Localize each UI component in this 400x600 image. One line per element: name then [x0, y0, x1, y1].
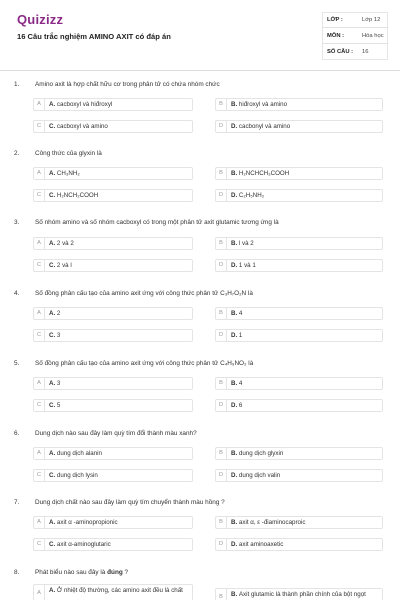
option-key: D.	[231, 192, 239, 199]
option-a[interactable]	[33, 516, 193, 529]
option-key: C.	[49, 262, 57, 269]
page-title: 16 Câu trắc nghiệm AMINO AXIT có đáp án	[17, 32, 171, 41]
option-key: B.	[231, 170, 239, 177]
option-key: B.	[231, 310, 239, 317]
option-label	[49, 240, 74, 247]
option-letter: A	[34, 238, 45, 249]
option-label	[49, 310, 60, 317]
option-key: C.	[49, 402, 57, 409]
option-text: H₂NCHCH₃COOH	[238, 170, 290, 177]
option-text: 5	[56, 402, 61, 409]
option-a[interactable]	[33, 98, 193, 111]
option-label	[231, 591, 366, 598]
option-label	[49, 192, 98, 199]
option-a[interactable]	[33, 584, 193, 600]
option-letter: C	[34, 400, 45, 411]
option-text: 6	[238, 402, 243, 409]
option-key: C.	[49, 541, 57, 548]
option-c[interactable]	[33, 329, 193, 342]
option-key: A.	[49, 310, 57, 317]
question-number: 7.	[14, 499, 20, 506]
option-letter: B	[216, 99, 227, 110]
option-key: A.	[49, 170, 57, 177]
option-c[interactable]	[33, 189, 193, 202]
option-letter: A	[34, 168, 45, 179]
option-key: A.	[49, 101, 57, 108]
option-key: A.	[49, 587, 57, 594]
option-key: B.	[231, 240, 239, 247]
meta-value: Lớp 12	[362, 17, 381, 23]
option-label	[231, 240, 254, 247]
option-a[interactable]	[33, 377, 193, 390]
option-key: B.	[231, 101, 239, 108]
question-number: 2.	[14, 150, 20, 157]
question-number: 5.	[14, 360, 20, 367]
option-letter: A	[34, 517, 45, 528]
option-key: B.	[231, 450, 239, 457]
question-text: Công thức của glyxin là	[35, 150, 102, 157]
option-key: B.	[231, 380, 239, 387]
question-text: Số nhóm amino và số nhóm cacboxyl có trong một phân tử axit glutamic tương ứng là	[35, 219, 279, 226]
question-text: Dung dịch nào sau đây làm quỳ tím đổi thành màu xanh?	[35, 430, 197, 437]
question-number: 4.	[14, 290, 20, 297]
option-text: 4	[238, 310, 243, 317]
option-label	[231, 192, 264, 199]
option-text: Ở nhiệt độ thường, các amino axit đều là chất	[56, 587, 183, 594]
option-text: 3	[56, 380, 61, 387]
meta-row-subject	[322, 28, 388, 44]
option-text: 4	[238, 380, 243, 387]
option-letter: D	[216, 190, 227, 201]
option-label	[49, 101, 112, 108]
option-label	[49, 450, 102, 457]
option-label	[49, 587, 183, 594]
option-key: A.	[49, 450, 57, 457]
option-label	[231, 262, 256, 269]
option-label	[49, 541, 111, 548]
option-d[interactable]	[215, 538, 383, 551]
option-letter: A	[34, 308, 45, 319]
question-text: Số đồng phân cấu tạo của amino axit ứng với công thức phân tử C₄H₉NO₂ là	[35, 360, 254, 367]
option-letter: D	[216, 470, 227, 481]
header	[0, 0, 400, 66]
option-text: H₂NCH₂COOH	[56, 192, 99, 199]
option-key: D.	[231, 332, 239, 339]
option-letter: D	[216, 121, 227, 132]
option-b[interactable]	[215, 516, 383, 529]
option-text: dung dịch glyxin	[238, 450, 284, 457]
option-d[interactable]	[215, 469, 383, 482]
option-d[interactable]	[215, 329, 383, 342]
meta-row-class	[322, 12, 388, 28]
option-key: C.	[49, 192, 57, 199]
option-letter: A	[34, 585, 45, 600]
option-letter: B	[216, 517, 227, 528]
option-text: l và 2	[238, 240, 254, 247]
option-b[interactable]	[215, 167, 383, 180]
option-text: 2 và 2	[56, 240, 74, 247]
option-key: D.	[231, 262, 239, 269]
option-letter: A	[34, 378, 45, 389]
option-letter: C	[34, 260, 45, 271]
option-text: cacboxyl và hiđroxyl	[56, 101, 113, 108]
option-text: 2 và l	[56, 262, 72, 269]
option-letter: D	[216, 260, 227, 271]
option-c[interactable]	[33, 120, 193, 133]
option-key: D.	[231, 472, 239, 479]
question-text-end: ?	[122, 569, 129, 576]
option-d[interactable]	[215, 120, 383, 133]
option-letter: B	[216, 308, 227, 319]
option-letter: B	[216, 589, 227, 600]
option-label	[231, 380, 242, 387]
option-letter: D	[216, 400, 227, 411]
meta-key: LỚP :	[327, 17, 343, 23]
option-d[interactable]	[215, 399, 383, 412]
option-key: D.	[231, 123, 239, 130]
option-letter: D	[216, 330, 227, 341]
meta-value: 16	[362, 49, 369, 55]
option-c[interactable]	[33, 538, 193, 551]
option-label	[231, 310, 242, 317]
option-key: C.	[49, 472, 57, 479]
option-key: D.	[231, 541, 239, 548]
question-text: Dung dịch chất nào sau đây làm quỳ tím chuyển thành màu hồng ?	[35, 499, 225, 506]
option-text: dung dịch lysin	[56, 472, 98, 479]
quizizz-logo[interactable]: Quizizz	[17, 12, 64, 27]
option-a[interactable]	[33, 237, 193, 250]
question-text-emphasis: đúng	[107, 569, 123, 576]
option-key: B.	[231, 591, 239, 598]
option-b[interactable]	[215, 377, 383, 390]
option-label	[49, 519, 118, 526]
header-divider	[0, 70, 400, 71]
option-b[interactable]	[215, 237, 383, 250]
option-a[interactable]	[33, 167, 193, 180]
option-label	[231, 101, 287, 108]
option-label	[231, 123, 290, 130]
question-number: 6.	[14, 430, 20, 437]
option-label	[49, 170, 80, 177]
option-label	[49, 123, 108, 130]
option-text: C₂H₅NH₂	[238, 192, 265, 199]
question-text-start: Phát biểu nào sau đây là	[35, 569, 108, 576]
option-letter: B	[216, 378, 227, 389]
meta-row-count	[322, 44, 388, 60]
option-letter: C	[34, 539, 45, 550]
option-text: cacbonyl và amino	[238, 123, 291, 130]
option-letter: A	[34, 99, 45, 110]
option-text: axit aminoaxetic	[238, 541, 284, 548]
option-label	[231, 402, 242, 409]
option-letter: B	[216, 238, 227, 249]
option-label	[231, 450, 283, 457]
option-d[interactable]	[215, 259, 383, 272]
option-key: A.	[49, 240, 57, 247]
question-number: 1.	[14, 81, 20, 88]
option-label	[49, 262, 72, 269]
option-key: A.	[49, 380, 57, 387]
option-letter: C	[34, 121, 45, 132]
option-key: B.	[231, 519, 239, 526]
option-letter: B	[216, 168, 227, 179]
option-b[interactable]	[215, 307, 383, 320]
option-a[interactable]	[33, 307, 193, 320]
option-b[interactable]	[215, 588, 383, 600]
option-text: 2	[56, 310, 61, 317]
option-d[interactable]	[215, 189, 383, 202]
question-text: Số đồng phân cấu tạo của amino axit ứng với công thức phân tử C₃H₇O₂N là	[35, 290, 253, 297]
option-key: C.	[49, 332, 57, 339]
option-text: axit α -aminopropionic	[56, 519, 118, 526]
option-text: axit α-aminoglutaric	[56, 541, 111, 548]
option-letter: C	[34, 330, 45, 341]
question-text	[35, 569, 128, 576]
option-text: dung dịch valin	[238, 472, 281, 479]
option-letter: A	[34, 448, 45, 459]
option-label	[231, 541, 283, 548]
question-number: 3.	[14, 219, 20, 226]
option-text: axit α, ε -điaminocaproic	[238, 519, 306, 526]
option-text: cacboxyl và amino	[56, 123, 108, 130]
option-key: D.	[231, 402, 239, 409]
option-a[interactable]	[33, 447, 193, 460]
option-text: 1	[238, 332, 243, 339]
question-text: Amino axit là hợp chất hữu cơ trong phân tử có chứa nhóm chức	[35, 81, 220, 88]
option-c[interactable]	[33, 399, 193, 412]
option-b[interactable]	[215, 98, 383, 111]
option-label	[49, 332, 60, 339]
option-text: 3	[56, 332, 61, 339]
meta-key: SỐ CÂU :	[327, 49, 354, 55]
option-letter: B	[216, 448, 227, 459]
option-label	[231, 332, 242, 339]
option-text: Axit glutamic là thành phần chính của bột ngọt	[238, 591, 366, 598]
option-label	[49, 380, 60, 387]
option-label	[49, 402, 60, 409]
option-label	[231, 472, 280, 479]
option-letter: D	[216, 539, 227, 550]
option-text: 1 và 1	[238, 262, 256, 269]
option-key: A.	[49, 519, 57, 526]
option-label	[231, 170, 289, 177]
option-label	[231, 519, 305, 526]
option-c[interactable]	[33, 469, 193, 482]
option-label	[49, 472, 98, 479]
option-key: C.	[49, 123, 57, 130]
meta-value: Hóa học	[362, 33, 384, 39]
option-letter: C	[34, 470, 45, 481]
option-c[interactable]	[33, 259, 193, 272]
question-number: 8.	[14, 569, 20, 576]
option-b[interactable]	[215, 447, 383, 460]
option-text: CH₃NH₂	[56, 170, 80, 177]
option-text: dung dịch alanin	[56, 450, 102, 457]
meta-key: MÔN :	[327, 33, 345, 39]
option-text: hiđroxyl và amino	[238, 101, 288, 108]
option-letter: C	[34, 190, 45, 201]
